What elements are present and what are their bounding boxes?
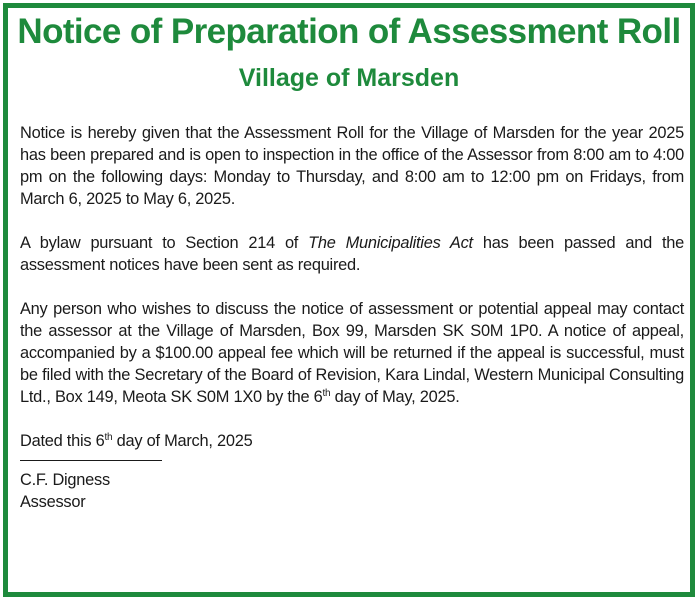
signatory-role: Assessor bbox=[20, 493, 86, 511]
bylaw-text-end: has been passed and the assessment notices have been sent as required. bbox=[20, 234, 684, 274]
notice-body bbox=[20, 122, 684, 513]
paragraph-inspection: Notice is hereby given that the Assessment Roll for the Village of Marsden for the year 2025 has been prepared and is open to inspection in the office of the Assessor from 8:00 am to 4:00 pm on the following days: Monday to Thursday, and 8:00 am to 12:00 pm on Fridays, from March 6, 2025 to May 6, 2025. bbox=[20, 124, 684, 208]
notice-title: Notice of Preparation of Assessment Roll bbox=[17, 12, 681, 51]
public-notice-box bbox=[3, 3, 695, 597]
appeal-text-start: Any person who wishes to discuss the notice of assessment or potential appeal may contact the assessor at the Village of Marsden, Box 99, Marsden SK S0M 1P0. A notice of appeal, accompanied by a $100.00 appeal fee which will be returned if the appeal is successful, must be filed with the Secretary of the Board of Revision, Kara Lindal, Western Municipal Consulting Ltd., Box 149, Meota SK S0M 1X0 by the 6 bbox=[20, 300, 684, 406]
dated-ordinal-suffix: th bbox=[104, 432, 113, 443]
paragraph-bylaw bbox=[20, 232, 684, 276]
dated-text-end: day of March, 2025 bbox=[112, 432, 253, 450]
signatory-name: C.F. Digness bbox=[20, 471, 110, 489]
paragraph-appeal bbox=[20, 298, 684, 408]
dated-text-start: Dated this 6 bbox=[20, 432, 105, 450]
appeal-text-end: day of May, 2025. bbox=[330, 388, 460, 406]
notice-subtitle: Village of Marsden bbox=[238, 64, 460, 92]
signature-line bbox=[20, 460, 162, 461]
appeal-ordinal-suffix: th bbox=[322, 388, 331, 399]
dated-line bbox=[20, 430, 684, 452]
bylaw-text-start: A bylaw pursuant to Section 214 of bbox=[20, 234, 309, 252]
act-title: The Municipalities Act bbox=[308, 234, 473, 252]
